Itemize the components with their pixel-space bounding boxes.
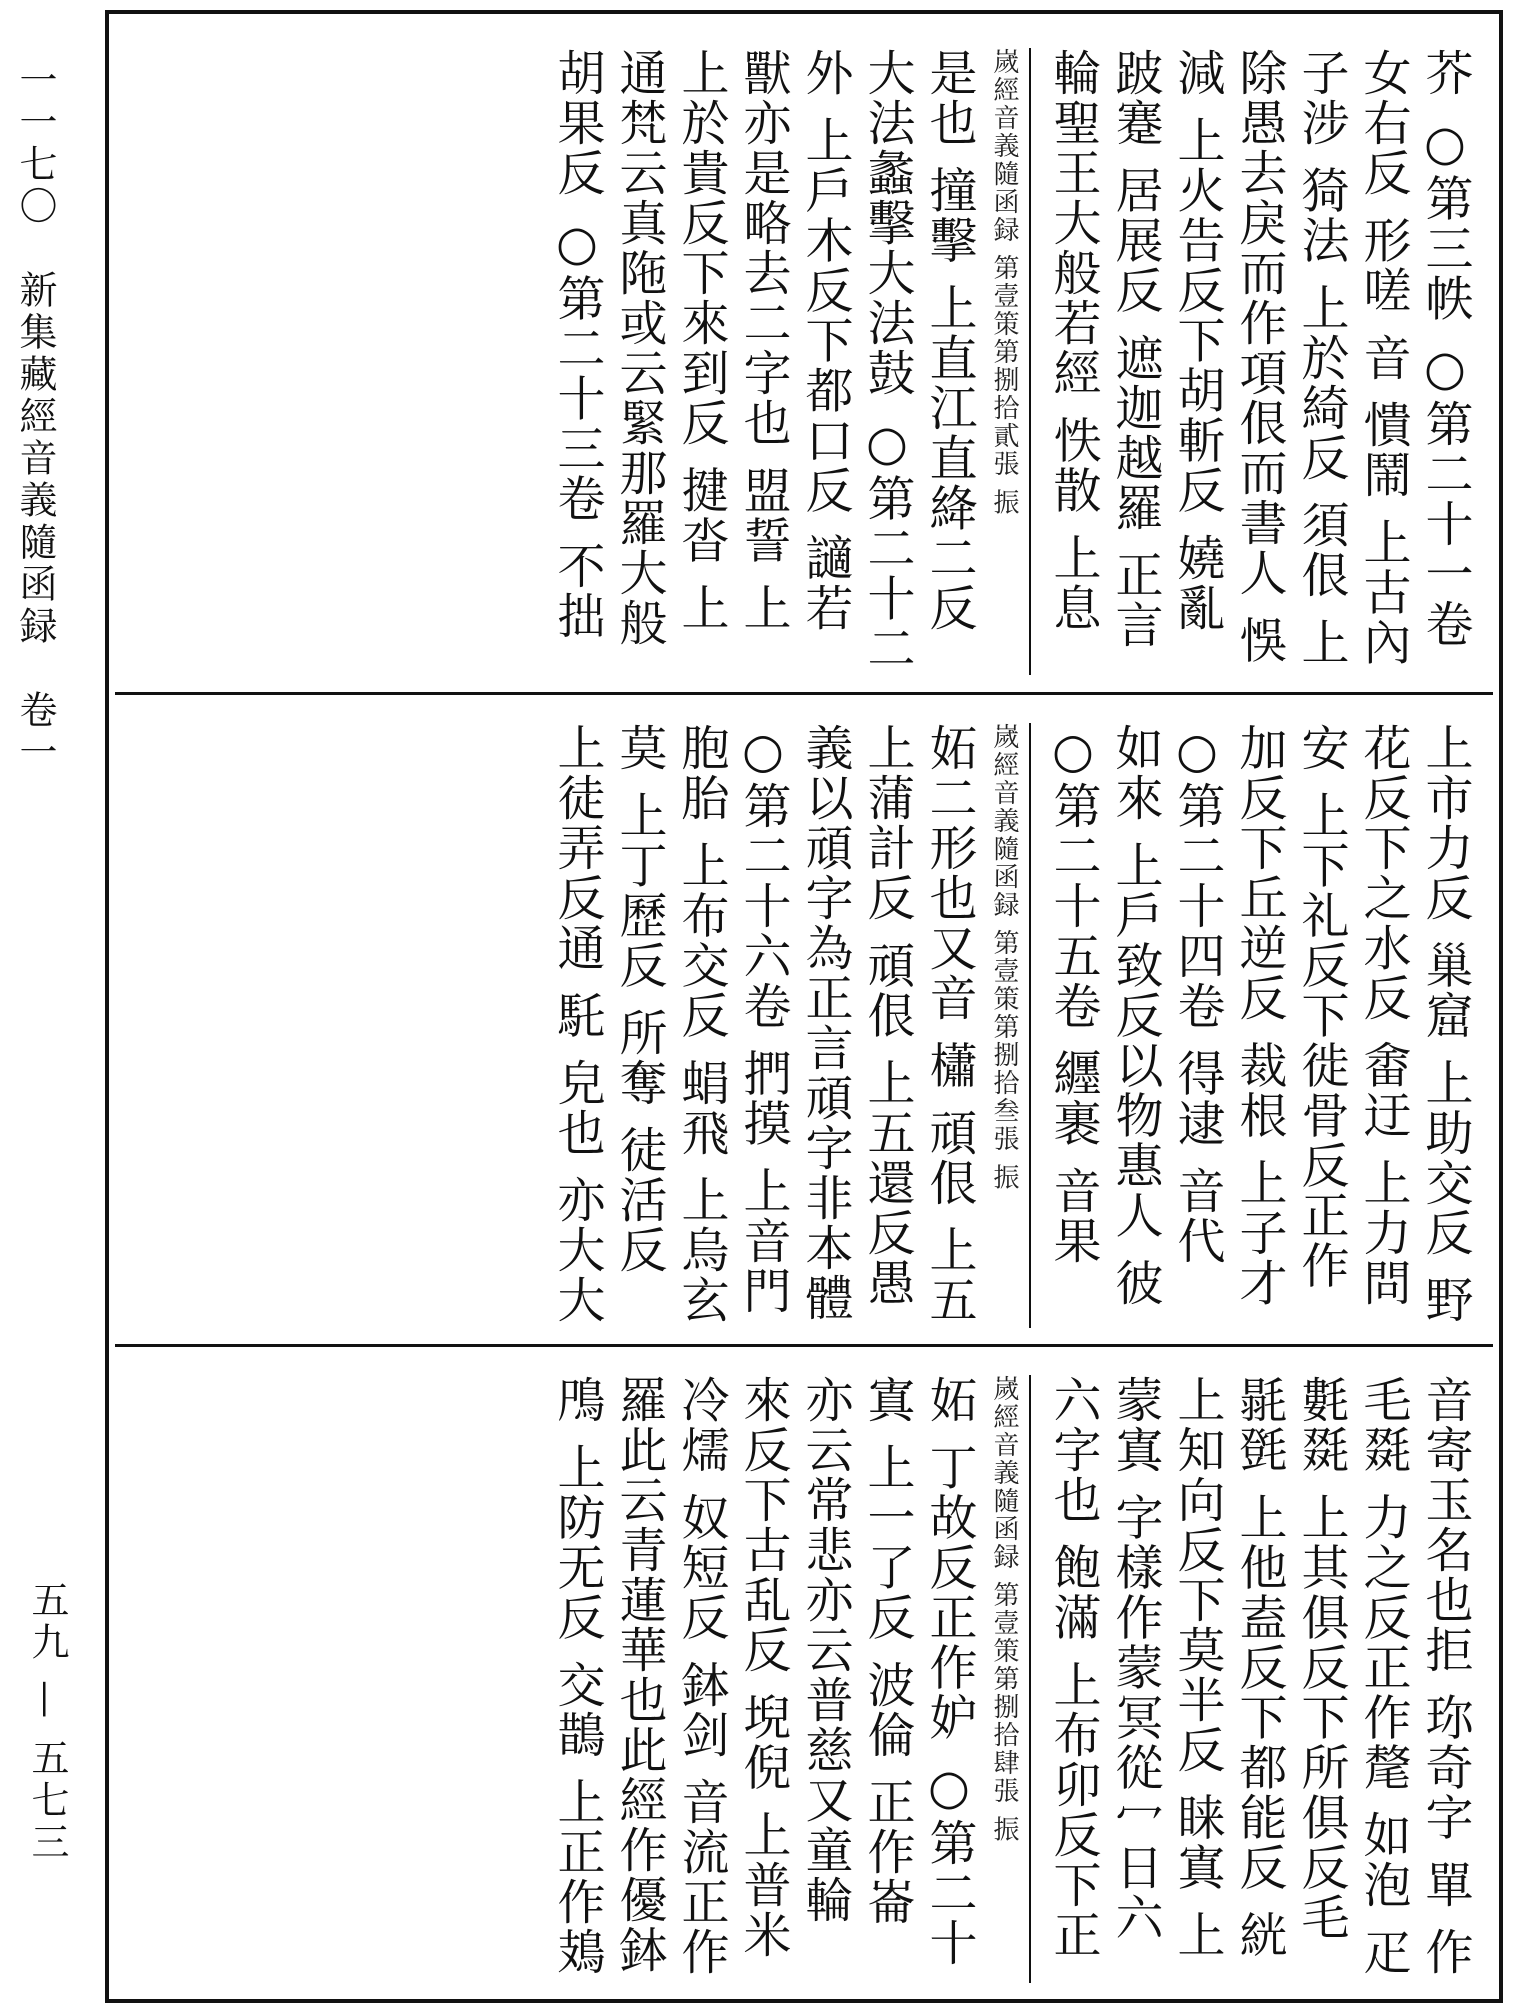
text-column: 是也 撞擊 上直江直絳二反 <box>921 48 977 633</box>
text-column: 輪聖王大般若經 怢散 上息 <box>1045 48 1101 633</box>
text-column: 蒙寘 字樣作蒙冥從冖日六 <box>1107 1375 1163 1943</box>
folio-header: 嵗經音義隨函録 第壹策第捌拾肆張 振 <box>989 1375 1019 1844</box>
text-column: ○第二十六卷 捫摸 上音門 <box>735 723 791 1316</box>
text-column: 音寄玉名也拒 珎奇字 單 作 <box>1417 1375 1473 1977</box>
panel-2 <box>115 692 1493 1338</box>
panel-1 <box>115 20 1493 685</box>
column-divider <box>1029 1375 1031 1983</box>
text-column: 芥 ○第三帙 ○第二十一卷 <box>1417 48 1473 649</box>
text-column: 妬二形也又音 櫹 頑佷 上五 <box>921 723 977 1325</box>
text-column: 上知向反下莫半反 睐寘 上 <box>1169 1375 1225 1960</box>
text-column: 妬 丁故反正作妒 ○第二十 <box>921 1375 977 1968</box>
page-number: 五九 — 五七三 <box>25 1580 69 1865</box>
text-column: 跛蹇 居展反 遮迦越羅 正言 <box>1107 48 1163 650</box>
text-column: 大法蠡擊大法鼓 ○第二十二 <box>859 48 915 674</box>
panel-2-columns <box>133 723 1475 1328</box>
text-column: 安 上下礼反下徙骨反正作 <box>1293 723 1349 1291</box>
text-column: 鳲 上防无反 交鵲 上正作鳷 <box>549 1375 605 1977</box>
text-column: 冷燸 奴短反 鉢剑 音流正作 <box>673 1375 729 1977</box>
text-column: 氀毲 上其俱反下所俱反毛 <box>1293 1375 1349 1943</box>
text-column: 通梵云真陁或云緊那羅大般 <box>611 48 667 648</box>
text-column: 毾㲪 上他盍反下都能反 絖 <box>1231 1375 1287 1960</box>
text-column: 獸亦是略去二字也 盟誓 上 <box>735 48 791 633</box>
panel-3-columns <box>133 1375 1475 1983</box>
text-column: 胞胎 上布交反 蜎飛 上烏玄 <box>673 723 729 1325</box>
text-column: ○第二十五卷 纒裹 音果 <box>1045 723 1101 1266</box>
text-column: 花反下之水反 畬迂 上力問 <box>1355 723 1411 1308</box>
text-column: 六字也 飽滿 上布卯反下正 <box>1045 1375 1101 1960</box>
column-divider <box>1029 723 1031 1328</box>
text-column: 如來 上戶致反以物惠人 彼 <box>1107 723 1163 1308</box>
panel-1-left-half <box>545 48 979 675</box>
panel-1-columns <box>133 48 1475 675</box>
text-column: ○第二十四卷 得逮 音代 <box>1169 723 1225 1266</box>
text-column: 上蒲計反 頑佷 上五還反愚 <box>859 723 915 1308</box>
panel-3-left-half <box>545 1375 979 1983</box>
text-column: 莫 上丁歷反 所奪 徒活反 <box>611 723 667 1275</box>
panel-1-right-half <box>1041 48 1475 675</box>
text-column: 來反下古乱反 堄倪 上普米 <box>735 1375 791 1960</box>
text-column: 毛毲 力之反正作氂 如泡 疋 <box>1355 1375 1411 1977</box>
text-column: 上市力反 巢窟 上助交反 野 <box>1417 723 1473 1325</box>
panel-3 <box>115 1344 1493 1993</box>
text-column: 寘 上一了反 波倫 正作崙 <box>859 1375 915 1927</box>
panel-2-right-half <box>1041 723 1475 1328</box>
text-column: 減 上火告反下胡斬反 嬈亂 <box>1169 48 1225 633</box>
text-column: 亦云常悲亦云普慈又童輪 <box>797 1375 853 1925</box>
text-column: 上於貴反下來到反 揵沓 上 <box>673 48 729 633</box>
text-column: 羅此云青蓮華也此經作優鉢 <box>611 1375 667 1975</box>
folio-header: 嵗經音義隨函録 第壹策第捌拾叁張 振 <box>989 723 1019 1192</box>
text-column: 義以頑字為正言頑字非本體 <box>797 723 853 1323</box>
text-column: 除愚去戾而作項佷而書人 悞 <box>1231 48 1287 666</box>
text-column: 加反下丘逆反 裁根 上子才 <box>1231 723 1287 1308</box>
book-title-margin: 一一七〇 新集藏經音義隨函録 卷一 <box>13 60 57 774</box>
text-column: 外 上戶木反下都口反 讁若 <box>797 48 853 633</box>
panel-3-right-half <box>1041 1375 1475 1983</box>
folio-header: 嵗經音義隨函録 第壹策第捌拾貳張 振 <box>989 48 1019 517</box>
column-divider <box>1029 48 1031 675</box>
text-column: 胡果反 ○第二十三卷 不拙 <box>549 48 605 641</box>
text-column: 上徒弄反通 馲 皃也 亦大大 <box>549 723 605 1325</box>
text-column: 子涉 猗法 上於綺反 須佷 上 <box>1293 48 1349 668</box>
text-column: 女右反 形嗟 音 憒鬧 上古內 <box>1355 48 1411 668</box>
panel-2-left-half <box>545 723 979 1328</box>
